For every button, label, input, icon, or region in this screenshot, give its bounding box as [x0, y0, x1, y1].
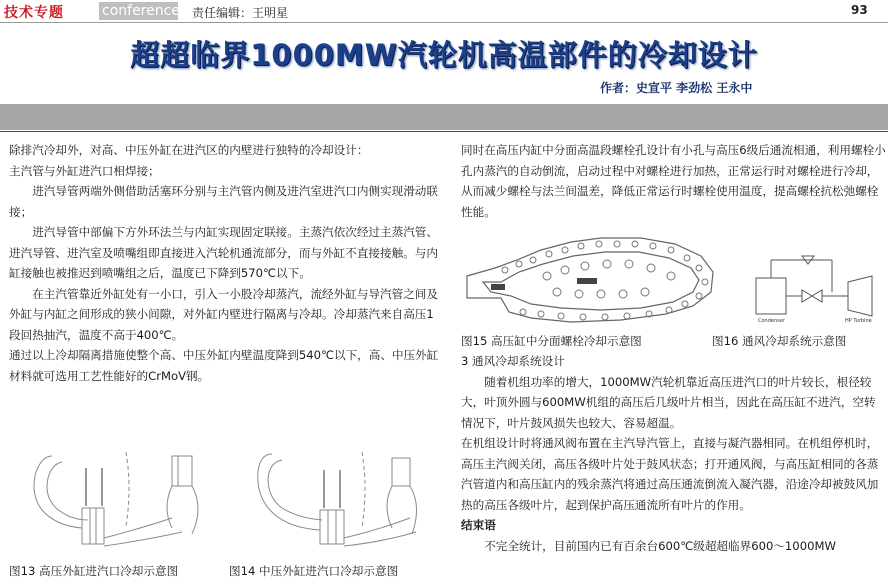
article-authors: 作者：史宣平 李劲松 王永中	[600, 81, 753, 95]
section-heading: 3 通风冷却系统设计	[461, 354, 565, 368]
band-divider	[0, 131, 888, 132]
conclusion-heading: 结束语	[461, 518, 496, 532]
right-column-top	[461, 140, 887, 222]
figure-13-diagram	[22, 448, 222, 558]
left-paragraph: 进汽导管中部偏下方外环法兰与内缸实现固定联接。主蒸汽依次经过主蒸汽管、进汽导管、进汽室及喷嘴组即直接进入汽轮机通流部分，而与外缸不直接接触。与内缸接触也被推迟到喷嘴组之后，温度已下降到570℃以下。	[9, 225, 438, 280]
figure-14-diagram	[250, 448, 430, 558]
left-paragraph: 通过以上冷却隔离措施使整个高、中压外缸内壁温度降到540℃以下，高、中压外缸材料就可选用工艺性能好的CrMoV钢。	[9, 348, 439, 383]
left-paragraph: 主汽管与外缸进汽口相焊接；	[9, 163, 160, 178]
header-divider	[0, 22, 888, 23]
figure-16-diagram	[752, 252, 880, 324]
section-label: 技术专题	[4, 5, 64, 21]
figure-15-caption: 图15 高压缸中分面螺栓冷却示意图	[461, 334, 642, 348]
figure-14-caption: 图14 中压外缸进汽口冷却示意图	[229, 564, 399, 578]
article-title: 超超临界1000MW汽轮机高温部件的冷却设计	[130, 38, 758, 72]
page-header	[0, 0, 888, 24]
figure-16-caption: 图16 通风冷却系统示意图	[712, 334, 847, 348]
conference-label: conference	[99, 2, 178, 20]
left-paragraph: 在主汽管靠近外缸处有一小口，引入一小股冷却蒸汽，流经外缸与导汽管之间及外缸与内缸之间形成的狭小间隙，对外缸内壁进行隔离与冷却。冷却蒸汽来自高压1段回热抽汽，温度不高于400℃。	[9, 286, 438, 342]
hp-turbine-label: HP Turbine	[845, 318, 872, 324]
left-paragraph: 除排汽冷却外，对高、中压外缸在进汽区的内壁进行独特的冷却设计：	[9, 143, 369, 157]
page-number: 93	[851, 3, 868, 17]
figure-15-diagram	[461, 232, 721, 328]
right-paragraph: 在机组设计时将通风阀布置在主汽导汽管上，直接与凝汽器相同。在机组停机时，高压主汽阀关闭，高压各级叶片处于鼓风状态；打开通风阀，与高压缸相同的各蒸汽管道内和高压缸内的残余蒸汽将通过高压通流倒流入凝汽器，沿途冷却被鼓风加热的高压各级叶片，起到保护高压通流所有叶片的作用。	[461, 436, 879, 512]
right-column-bottom	[461, 351, 887, 556]
title-band	[0, 104, 888, 130]
conclusion-text: 不完全统计，目前国内已有百余台600℃级超超临界600～1000MW	[484, 538, 836, 553]
figure-13-caption: 图13 高压外缸进汽口冷却示意图	[9, 564, 179, 578]
right-paragraph: 同时在高压内缸中分面高温段螺栓孔设计有小孔与高压6级后通流相通，利用螺栓小孔内蒸汽的自动倒流，启动过程中对螺栓进行加热，正常运行时对螺栓进行冷却，从而减少螺栓与法兰间温差，降低正常运行时螺栓使用温度，提高螺栓抗松弛螺栓性能。	[461, 143, 886, 219]
condenser-label: Condenser	[758, 318, 785, 324]
right-paragraph: 随着机组功率的增大，1000MW汽轮机靠近高压进汽口的叶片较长，根径较大，叶顶外圆与600MW机组的高压后几级叶片相当，因此在高压缸不进汽，空转情况下，叶片鼓风损失也较大、容易超温。	[461, 374, 876, 430]
left-column	[9, 140, 441, 386]
editor-credit: 责任编辑：王明星	[192, 6, 289, 20]
left-paragraph: 进汽导管两端外侧借助活塞环分别与主汽管内侧及进汽室进汽口内侧实现滑动联接；	[9, 184, 438, 219]
